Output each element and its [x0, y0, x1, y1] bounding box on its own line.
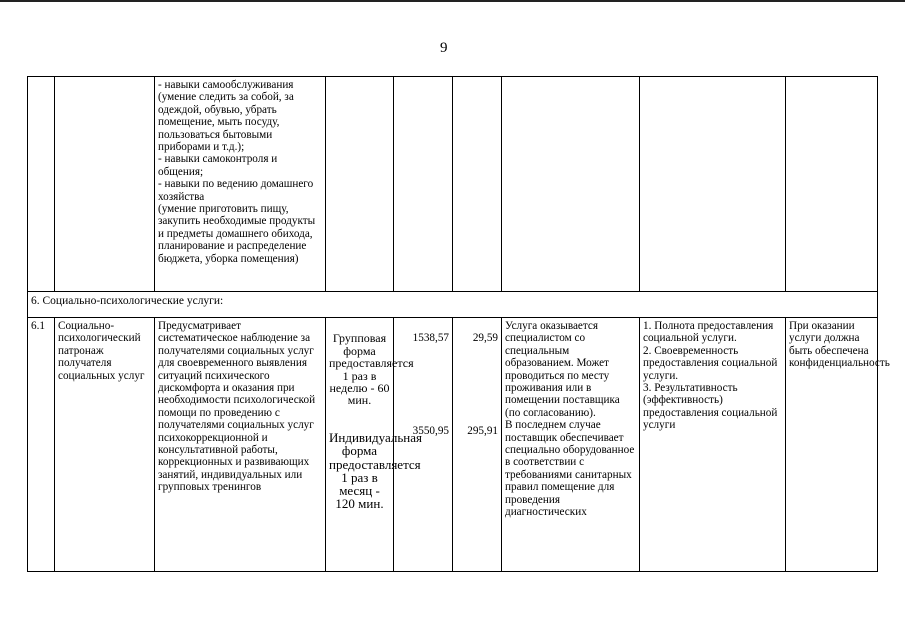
- price-group: 1538,57: [412, 332, 449, 345]
- individual-form: Индивидуальная форма предоставляется 1 раз в месяц - 120 мин.: [329, 430, 422, 512]
- section-title: 6. Социально-психологические услуги:: [28, 292, 878, 318]
- cell-empty: [640, 77, 786, 292]
- cell-empty: [453, 77, 502, 292]
- cell-empty: [28, 77, 55, 292]
- cell-empty: [502, 77, 640, 292]
- service-number: 6.1: [28, 318, 55, 572]
- service-name: Социально-психологический патронаж получателя социальных услуг: [55, 318, 155, 572]
- cost-individual: 295,91: [467, 425, 498, 438]
- price-individual: 3550,95: [412, 425, 449, 438]
- cell-empty: [326, 77, 394, 292]
- table-row: [28, 77, 878, 292]
- service-forms: [326, 318, 422, 572]
- skills-description: - навыки самообслуживания (умение следить за собой, за одеждой, обувью, убрать помещение, мыть посуду, пользоваться бытовыми приборами и т.д.); - навыки самоконтроля и общения; - навыки по ведению домашнего хозяйства (умение приготовить пищу, закупить необходимые продукты и предметы домашнего обихода, планирование и распределение бюджета, уборка помещения): [155, 77, 326, 292]
- cell-empty: [786, 77, 878, 292]
- quality-indicators: 1. Полнота предоставления социальной услуги. 2. Своевременность предоставления социальной услуги. 3. Результативность (эффективность) предоставления социальной услуги: [640, 318, 786, 572]
- cost-group: 29,59: [472, 332, 498, 345]
- top-rule: [0, 0, 905, 2]
- group-form: Групповая форма предоставляется 1 раз в неделю - 60 мин.: [329, 331, 414, 408]
- section-row: [28, 292, 878, 318]
- table-row: [28, 318, 878, 572]
- service-notes: При оказании услуги должна быть обеспечена конфиденциальность: [786, 318, 878, 572]
- services-table: [27, 76, 890, 572]
- cell-empty: [55, 77, 155, 292]
- service-conditions: Услуга оказывается специалистом со специальным образованием. Может проводиться по месту проживания или в помещении поставщика (по согласованию). В последнем случае поставщик обеспечивает специально оборудованное в соответствии с требованиями санитарных правил помещение для проведения диагностических: [502, 318, 640, 572]
- cell-empty: [394, 77, 453, 292]
- service-description: Предусматривает систематическое наблюдение за получателями социальных услуг для своевременного выявления ситуаций психического дискомфорта и оказания при необходимости психологической помощи по проведению с получателями социальных услуг психокоррекционной и консультативной работы, коррекционных и развивающих занятий, индивидуальных или групповых тренингов: [155, 318, 326, 572]
- page-number: 9: [440, 40, 448, 56]
- service-costs: [453, 318, 502, 572]
